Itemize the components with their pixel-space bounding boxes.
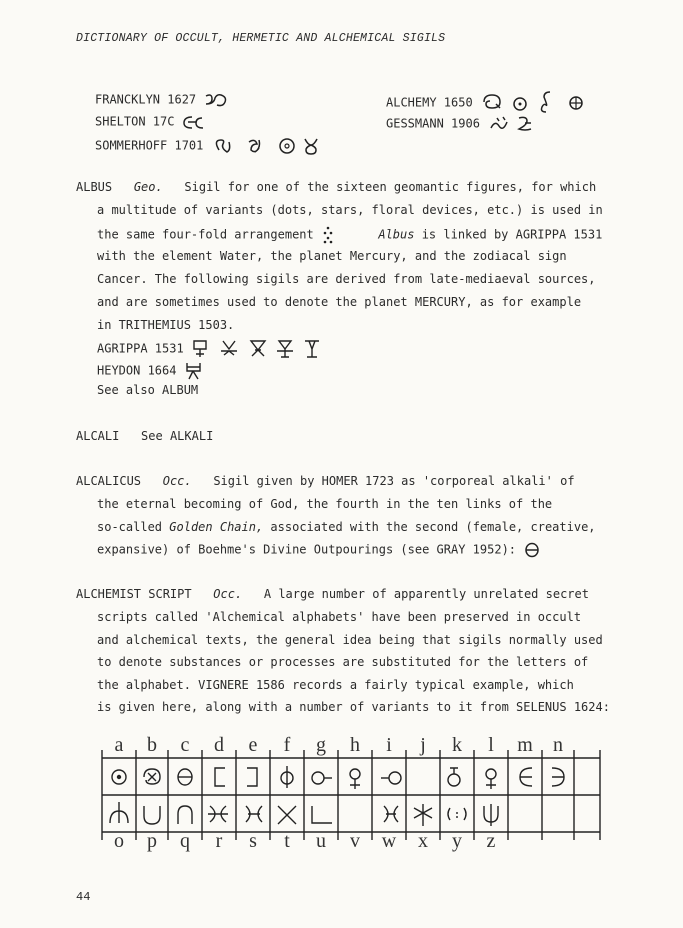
alphabet-letter: u: [316, 830, 326, 852]
albus-heading: ALBUS: [76, 180, 113, 194]
sommerhoff-sigils-icon: [211, 136, 341, 156]
albus-text-3c: is linked by AGRIPPA 1531: [421, 227, 603, 242]
page-number: 44: [76, 890, 91, 904]
albus-see-also: See also ALBUM: [97, 383, 199, 397]
alchemist-text-6: is given here, along with a number of variants to it from SELENUS 1624:: [97, 700, 610, 714]
alcalicus-text-4a: expansive) of Boehme's Divine Outpourings (see GRAY 1952):: [97, 542, 517, 557]
alcalicus-text-1: Sigil given by HOMER 1723 as 'corporeal alkali' of: [213, 474, 575, 488]
albus-text-5: Cancer. The following sigils are derived from late-mediaeval sources,: [97, 272, 596, 286]
alphabet-letter: b: [147, 734, 157, 756]
albus-text-4: with the element Water, the planet Mercury, and the zodiacal sign: [97, 249, 567, 263]
franklyn-entry: [95, 92, 229, 108]
sommerhoff-entry: [95, 136, 341, 156]
albus-first-line: [76, 180, 596, 194]
theta-sigil-icon: [523, 542, 541, 558]
running-header: DICTIONARY OF OCCULT, HERMETIC AND ALCHEMICAL SIGILS: [76, 32, 446, 45]
sommerhoff-label: SOMMERHOFF 1701: [95, 138, 204, 153]
franklyn-label: FRANCKLYN 1627: [95, 92, 197, 107]
agrippa-line: [97, 338, 351, 360]
alphabet-letter: o: [114, 830, 124, 852]
alchemy-entry: [386, 92, 590, 114]
albus-text-1: Sigil for one of the sixteen geomantic figures, for which: [184, 180, 597, 194]
shelton-entry: [95, 114, 206, 130]
albus-dots-icon: [321, 226, 335, 244]
gessmann-entry: [386, 114, 547, 134]
alcalicus-text-3b: Golden Chain,: [169, 520, 264, 534]
alphabet-letter: f: [283, 734, 291, 756]
alcalicus-text-3c: associated with the second (female, creative,: [270, 520, 596, 534]
albus-text-2: a multitude of variants (dots, stars, floral devices, etc.) is used in: [97, 203, 603, 217]
alphabet-letter: h: [350, 734, 360, 756]
alphabet-letter: a: [114, 734, 124, 756]
alchemy-sigils-icon: [480, 92, 590, 114]
alcali-see: See ALKALI: [141, 429, 214, 443]
alchemist-text-1: A large number of apparently unrelated secret: [263, 587, 589, 601]
franklyn-sigil-icon: [203, 92, 229, 108]
alchemist-text-4: to denote substances or processes are substituted for the letters of: [97, 655, 589, 669]
alchemist-text-5: the alphabet. VIGNERE 1586 records a fairly typical example, which: [97, 678, 574, 692]
alcalicus-text-4: [97, 542, 541, 558]
alphabet-letter: s: [249, 830, 257, 852]
albus-tag: Geo.: [133, 180, 163, 194]
alcalicus-text-2: the eternal becoming of God, the fourth in the ten links of the: [97, 497, 553, 511]
alcali-entry: [76, 429, 213, 443]
heydon-line: [97, 360, 204, 382]
albus-text-6: and are sometimes used to denote the planet MERCURY, as for example: [97, 295, 582, 309]
alphabet-letter: i: [386, 734, 392, 756]
alphabet-letter: y: [452, 830, 462, 852]
alphabet-letter: j: [420, 734, 426, 756]
albus-text-7: in TRITHEMIUS 1503.: [97, 318, 235, 332]
alchemy-label: ALCHEMY 1650: [386, 95, 473, 110]
albus-text-3a: the same four-fold arrangement: [97, 227, 314, 242]
alphabet-letter: e: [248, 734, 258, 756]
gessmann-sigils-icon: [487, 114, 547, 134]
shelton-label: SHELTON 17C: [95, 114, 175, 129]
alphabet-letter: p: [147, 830, 157, 852]
alcalicus-text-3: [97, 520, 596, 534]
alchemist-text-3: and alchemical texts, the general idea being that sigils normally used: [97, 633, 603, 647]
agrippa-label: AGRIPPA 1531: [97, 341, 184, 356]
alphabet-letter: z: [486, 830, 496, 852]
alphabet-top-letters: [98, 734, 608, 758]
alchemist-first-line: [76, 587, 589, 601]
alcalicus-text-3a: so-called: [97, 520, 163, 534]
albus-text-3b: Albus: [378, 227, 415, 242]
alchemist-heading: ALCHEMIST SCRIPT: [76, 587, 192, 601]
alphabet-letter: k: [452, 734, 462, 756]
alphabet-letter: m: [517, 734, 533, 756]
alphabet-letter: c: [180, 734, 190, 756]
heydon-label: HEYDON 1664: [97, 363, 177, 378]
albus-text-3: [97, 226, 602, 244]
alphabet-letter: x: [418, 830, 428, 852]
alphabet-letter: q: [180, 830, 190, 852]
alphabet-letter: l: [488, 734, 494, 756]
agrippa-sigils-icon: [191, 338, 351, 360]
alcalicus-tag: Occ.: [162, 474, 192, 488]
alcalicus-first-line: [76, 474, 575, 488]
alphabet-bottom-letters: [98, 830, 608, 854]
alchemist-tag: Occ.: [213, 587, 243, 601]
alphabet-letter: d: [214, 734, 224, 756]
alphabet-letter: r: [215, 830, 223, 852]
alphabet-letter: g: [316, 734, 326, 756]
alcali-heading: ALCALI: [76, 429, 120, 443]
alphabet-letter: n: [553, 734, 563, 756]
alphabet-letter: w: [381, 830, 397, 852]
alchemist-text-2: scripts called 'Alchemical alphabets' have been preserved in occult: [97, 610, 582, 624]
alphabet-letter: t: [284, 830, 290, 852]
heydon-sigil-icon: [184, 360, 204, 382]
alphabet-letter: v: [350, 830, 360, 852]
alcalicus-heading: ALCALICUS: [76, 474, 142, 488]
shelton-sigil-icon: [182, 114, 206, 130]
gessmann-label: GESSMANN 1906: [386, 116, 480, 131]
